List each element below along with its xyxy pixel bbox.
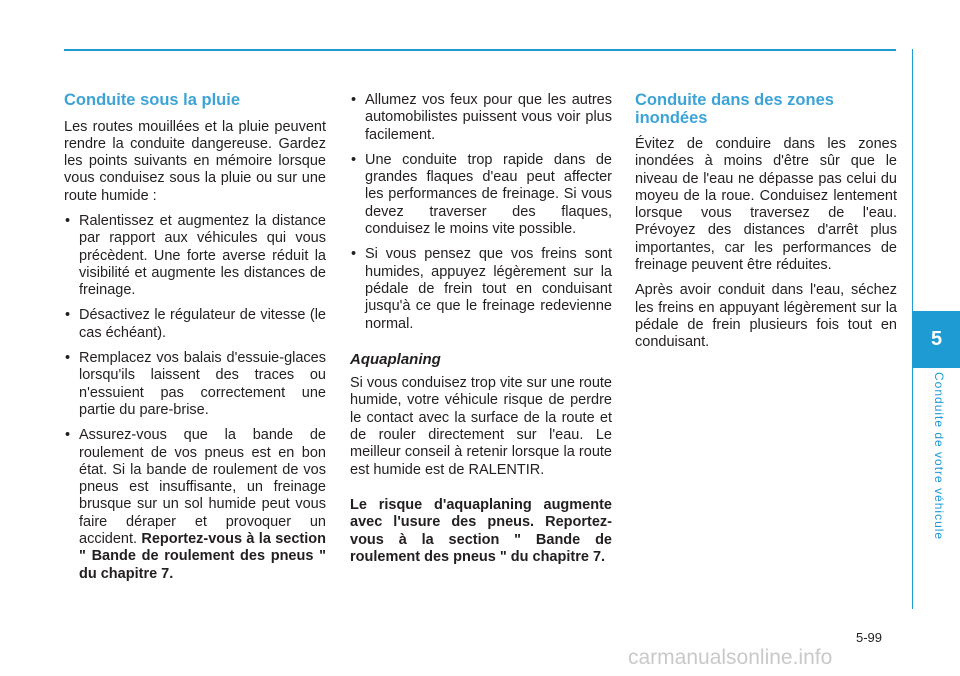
column-flooded-areas <box>635 92 897 360</box>
page-number: 5-99 <box>856 630 883 645</box>
tire-tread-reference: Reportez-vous à la section " Bande de roulement des pneus " du chapitre 7. <box>79 531 326 582</box>
rain-tips-list <box>64 213 326 583</box>
flooded-paragraph: Après avoir conduit dans l'eau, séchez les freins en appuyant légèrement sur la pédale de frein plusieurs fois tout en conduisant. <box>635 282 897 351</box>
list-item <box>64 427 326 583</box>
subheading-aquaplaning: Aquaplaning <box>350 350 441 368</box>
column-aquaplaning <box>350 92 612 574</box>
watermark: carmanualsonline.info <box>628 646 833 669</box>
flooded-paragraph: Évitez de conduire dans les zones inondées à moins d'être sûr que le niveau de l'eau ne dépasse pas celui du moyeu de la roue. Conduisez lentement lorsque vous traversez de l'eau. Prévoyez des distances d'arrêt plus importantes, car les performances de freinage peuvent être réduites. <box>635 136 897 274</box>
chapter-number-tab: 5 <box>913 311 960 368</box>
list-item: • Remplacez vos balais d'essuie-glaces lorsqu'ils laissent des traces ou n'essuient pas correctement une partie du pare-brise. <box>64 350 326 419</box>
section-heading-flooded: Conduite dans des zones inondées <box>635 91 834 127</box>
aquaplaning-warning: Le risque d'aquaplaning augmente avec l'usure des pneus. Reportez-vous à la section " Bande de roulement des pneus " du chapitre 7. <box>350 496 612 565</box>
column-rain-driving <box>64 92 326 591</box>
section-heading-rain: Conduite sous la pluie <box>64 91 241 109</box>
header-rule <box>64 49 896 51</box>
list-item: • Désactivez le régulateur de vitesse (le cas échéant). <box>64 307 326 342</box>
list-item: • Ralentissez et augmentez la distance par rapport aux véhicules qui vous précèdent. Une forte averse réduit la visibilité et augmente les distances de freinage. <box>64 213 326 299</box>
aquaplaning-paragraph: Si vous conduisez trop vite sur une route humide, votre véhicule risque de perdre le contact avec la surface de la route et de rouler directement sur l'eau. Le meilleur conseil à retenir lorsque la route est humide est de RALENTIR. <box>350 375 612 478</box>
rain-tips-list-continued <box>350 92 612 333</box>
rain-intro: Les routes mouillées et la pluie peuvent rendre la conduite dangereuse. Gardez les points suivants en mémoire lorsque vous conduisez sous la pluie ou sur une route humide : <box>64 118 326 204</box>
tire-tread-text: Assurez-vous que la bande de roulement de vos pneus est en bon état. Si la bande de roulement de vos pneus est insuffisante, un freinage brusque sur un sol humide peut vous faire déraper et provoquer un accident. <box>79 427 326 548</box>
chapter-title: Conduite de votre véhicule <box>932 372 946 541</box>
list-item: • Allumez vos feux pour que les autres automobilistes puissent vous voir plus facilement. <box>350 92 612 144</box>
list-item: • Une conduite trop rapide dans de grandes flaques d'eau peut affecter les performances de freinage. Si vous devez traverser des flaques, conduisez le moins vite possible. <box>350 152 612 238</box>
list-item: • Si vous pensez que vos freins sont humides, appuyez légèrement sur la pédale de frein tout en conduisant jusqu'à ce que le freinage redevienne normal. <box>350 246 612 332</box>
